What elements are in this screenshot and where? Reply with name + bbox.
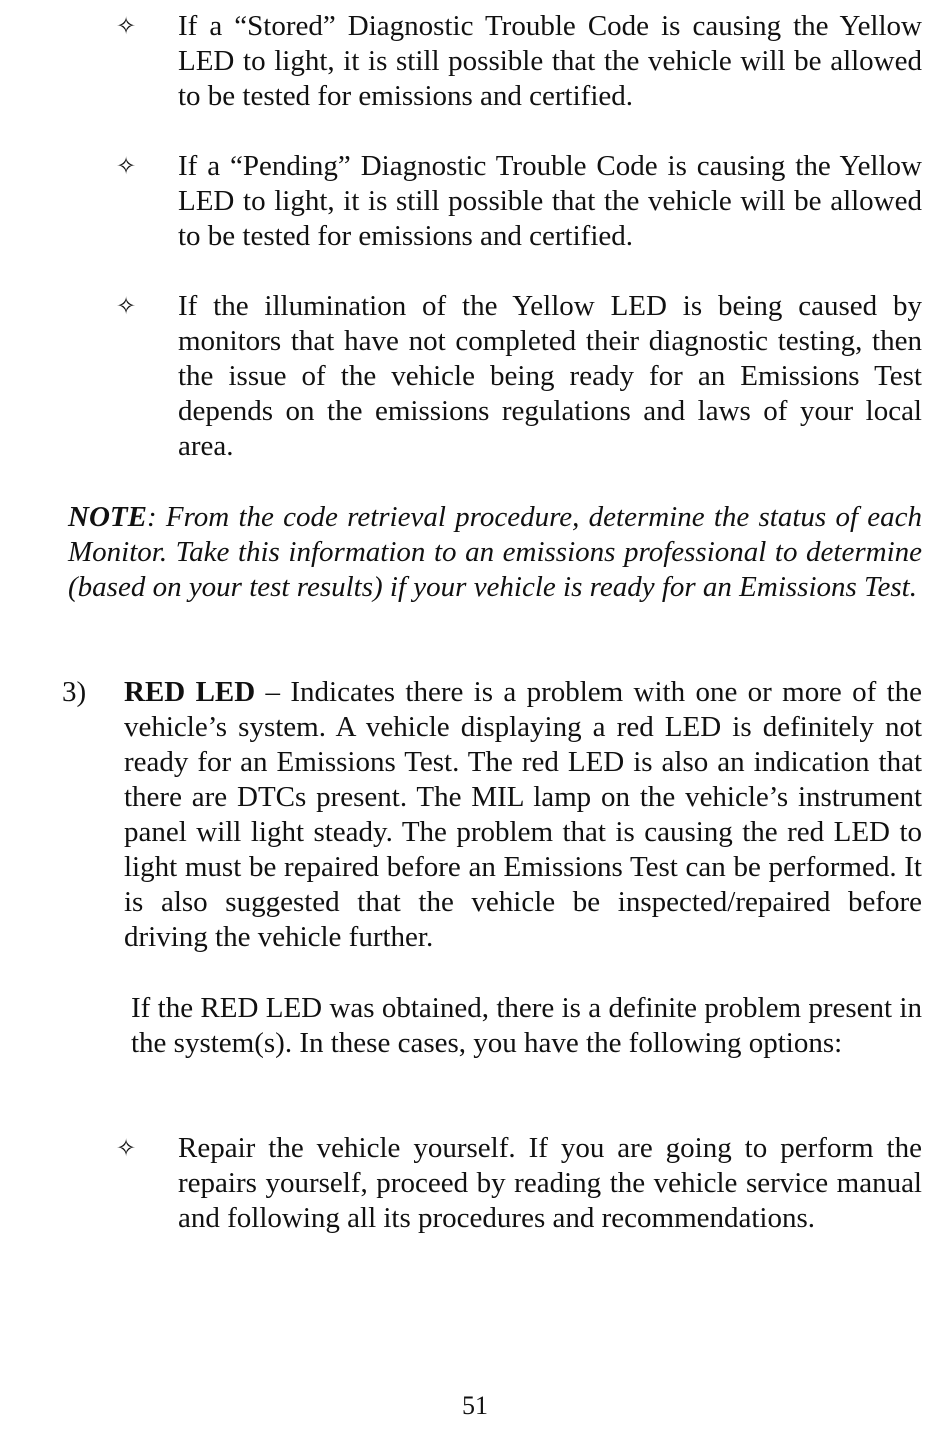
list-number: 3) [62, 676, 87, 708]
bullet-text: If the illumination of the Yellow LED is being caused by monitors that have not completed their diagnostic testing, then the issue of the vehicle being ready for an Emissions Test depends on the emissions regulations and laws of your local area. [178, 290, 922, 462]
note-text: : From the code retrieval procedure, determine the status of each Monitor. Take this information to an emissions professional to determine (based on your test results) if your vehicle is ready for an Emissions Test. [68, 501, 922, 603]
bullet-text: If a “Stored” Diagnostic Trouble Code is causing the Yellow LED to light, it is still possible that the vehicle will be allowed to be tested for emissions and certified. [178, 10, 922, 112]
diamond-star-icon: ✧ [116, 12, 137, 40]
item-title: RED LED [124, 676, 256, 708]
bullet-monitors-incomplete [116, 289, 922, 464]
note-label: NOTE [68, 501, 147, 533]
diamond-star-icon: ✧ [116, 152, 137, 180]
item-text: – Indicates there is a problem with one or more of the vehicle’s system. A vehicle displaying a red LED is definitely not ready for an Emissions Test. The red LED is also an indication that there are DTCs present. The MIL lamp on the vehicle’s instrument panel will light steady. The problem that is causing the red LED to light must be repaired before an Emissions Test can be performed. It is also suggested that the vehicle be inspected/repaired before driving the vehicle further. [124, 676, 923, 953]
diamond-star-icon: ✧ [116, 1134, 137, 1162]
bullet-pending-dtc [116, 149, 922, 254]
bullet-stored-dtc [116, 9, 922, 114]
note-paragraph [68, 500, 922, 605]
bullet-text: If a “Pending” Diagnostic Trouble Code is causing the Yellow LED to light, it is still possible that the vehicle will be allowed to be tested for emissions and certified. [178, 150, 922, 252]
diamond-star-icon: ✧ [116, 292, 137, 320]
bullet-text: Repair the vehicle yourself. If you are going to perform the repairs yourself, proceed by reading the vehicle service manual and following all its procedures and recommendations. [178, 1132, 922, 1234]
page-number: 51 [462, 1391, 488, 1420]
list-item-red-led [62, 675, 922, 955]
options-intro-paragraph: If the RED LED was obtained, there is a definite problem present in the system(s). In these cases, you have the following options: [131, 992, 922, 1059]
bullet-repair-yourself [116, 1131, 922, 1236]
